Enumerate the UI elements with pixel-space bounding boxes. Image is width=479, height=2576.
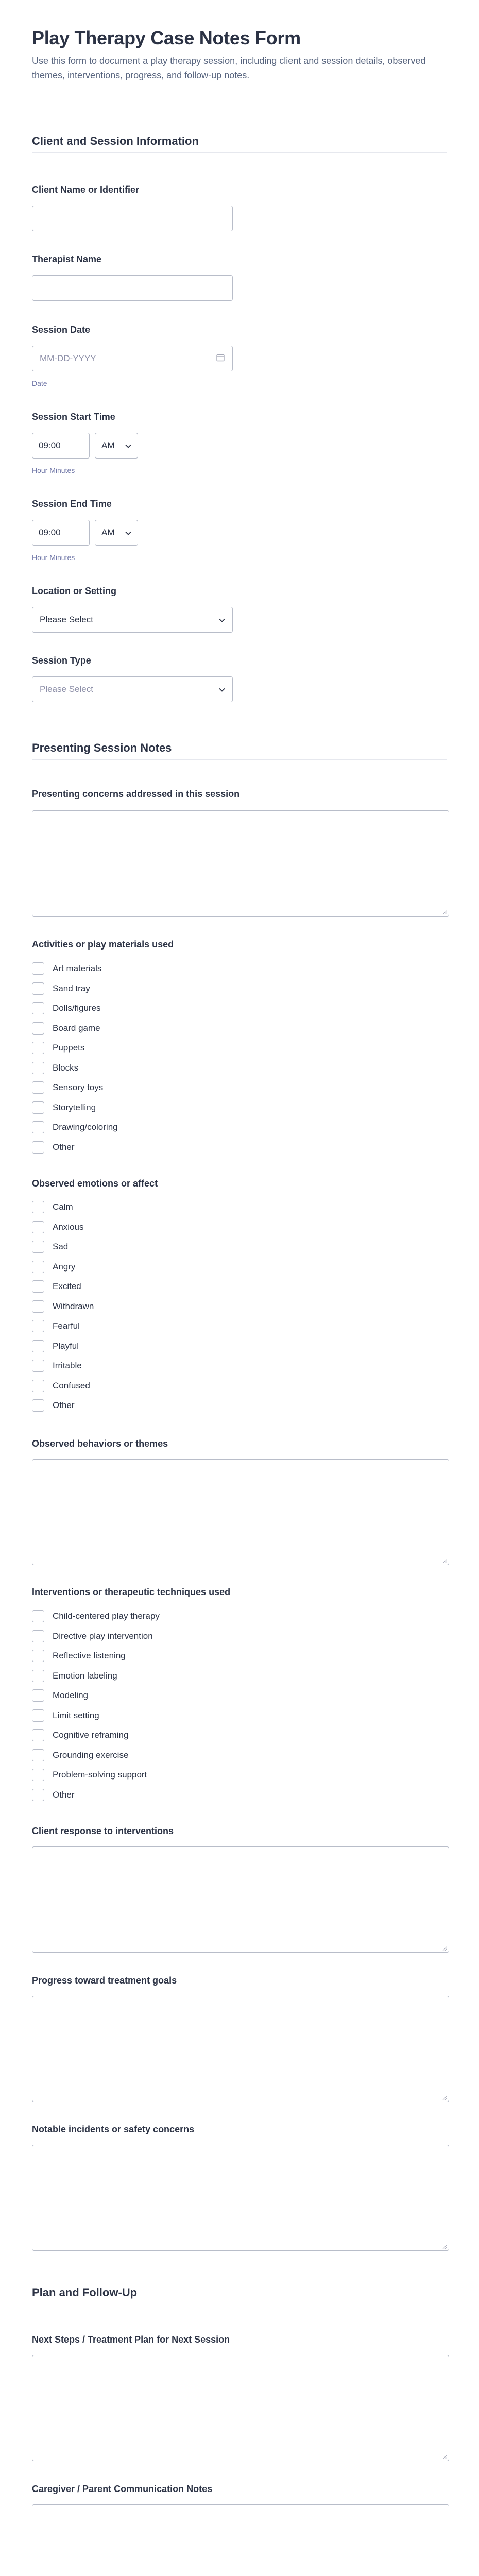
checkbox-label: Cognitive reframing xyxy=(53,1730,129,1740)
chevron-down-icon xyxy=(125,528,131,538)
checkbox-label: Puppets xyxy=(53,1043,85,1053)
checkbox-option[interactable] xyxy=(32,1197,94,1217)
checkbox[interactable] xyxy=(32,1062,44,1074)
emotions-checklist xyxy=(32,1197,94,1416)
progress-label: Progress toward treatment goals xyxy=(32,1975,177,1986)
checkbox-option[interactable] xyxy=(32,1058,118,1078)
session-date-sublabel: Date xyxy=(32,379,47,387)
end-time-label: Session End Time xyxy=(32,499,112,509)
checkbox-option[interactable] xyxy=(32,1745,160,1766)
checkbox[interactable] xyxy=(32,982,44,995)
resize-grip-icon[interactable] xyxy=(442,2454,447,2459)
client-name-label: Client Name or Identifier xyxy=(32,184,140,195)
checkbox-option[interactable] xyxy=(32,1336,94,1357)
checkbox-option[interactable] xyxy=(32,1297,94,1317)
start-time-sublabel: Hour Minutes xyxy=(32,466,75,474)
checkbox[interactable] xyxy=(32,1201,44,1213)
checkbox-label: Confused xyxy=(53,1380,90,1391)
chevron-down-icon xyxy=(219,615,225,625)
checkbox-label: Fearful xyxy=(53,1321,80,1331)
checkbox-option[interactable] xyxy=(32,1626,160,1647)
checkbox-option[interactable] xyxy=(32,1138,118,1158)
client-name-input[interactable] xyxy=(32,206,233,231)
session-type-placeholder: Please Select xyxy=(40,684,93,694)
checkbox-option[interactable] xyxy=(32,1785,160,1805)
section-divider xyxy=(32,152,447,153)
resize-grip-icon[interactable] xyxy=(442,2244,447,2249)
checkbox[interactable] xyxy=(32,1300,44,1313)
checkbox-option[interactable] xyxy=(32,1765,160,1785)
next-steps-label: Next Steps / Treatment Plan for Next Session xyxy=(32,2334,230,2345)
checkbox[interactable] xyxy=(32,1670,44,1682)
checkbox[interactable] xyxy=(32,1340,44,1352)
checkbox-option[interactable] xyxy=(32,1217,94,1238)
checkbox-option[interactable] xyxy=(32,1646,160,1666)
checkbox-label: Reflective listening xyxy=(53,1651,126,1661)
activities-label: Activities or play materials used xyxy=(32,939,174,950)
checkbox-option[interactable] xyxy=(32,1725,160,1745)
checkbox-label: Drawing/coloring xyxy=(53,1122,118,1132)
end-time-row xyxy=(32,520,138,546)
incidents-textarea[interactable] xyxy=(32,2145,449,2251)
progress-textarea[interactable] xyxy=(32,1996,449,2102)
behaviors-label: Observed behaviors or themes xyxy=(32,1438,168,1449)
checkbox[interactable] xyxy=(32,1630,44,1642)
checkbox[interactable] xyxy=(32,1399,44,1412)
section-title-client-info: Client and Session Information xyxy=(32,134,199,147)
checkbox-option[interactable] xyxy=(32,979,118,999)
start-time-input[interactable]: 09:00 xyxy=(32,433,90,459)
checkbox-option[interactable] xyxy=(32,1396,94,1416)
end-ampm-value: AM xyxy=(101,528,115,537)
checkbox[interactable] xyxy=(32,1081,44,1094)
end-ampm-select[interactable] xyxy=(95,520,138,546)
checkbox-label: Sad xyxy=(53,1242,69,1252)
client-response-label: Client response to interventions xyxy=(32,1826,174,1836)
session-date-label: Session Date xyxy=(32,325,91,335)
checkbox-option[interactable] xyxy=(32,1237,94,1257)
checkbox[interactable] xyxy=(32,1789,44,1801)
checkbox-option[interactable] xyxy=(32,1257,94,1277)
start-ampm-value: AM xyxy=(101,440,115,450)
checkbox[interactable] xyxy=(32,1042,44,1054)
checkbox-option[interactable] xyxy=(32,1376,94,1396)
interventions-label: Interventions or therapeutic techniques used xyxy=(32,1587,231,1597)
activities-checklist xyxy=(32,959,118,1157)
end-time-sublabel: Hour Minutes xyxy=(32,553,75,562)
checkbox-label: Other xyxy=(53,1400,75,1411)
caregiver-textarea[interactable] xyxy=(32,2504,449,2576)
checkbox[interactable] xyxy=(32,1280,44,1293)
checkbox-option[interactable] xyxy=(32,998,118,1019)
checkbox-option[interactable] xyxy=(32,1706,160,1726)
checkbox-label: Blocks xyxy=(53,1062,79,1073)
checkbox-option[interactable] xyxy=(32,1606,160,1626)
checkbox-option[interactable] xyxy=(32,1078,118,1098)
session-date-placeholder: MM-DD-YYYY xyxy=(40,353,96,363)
start-time-row xyxy=(32,433,138,459)
checkbox-label: Emotion labeling xyxy=(53,1670,117,1681)
checkbox[interactable] xyxy=(32,1121,44,1133)
emotions-label: Observed emotions or affect xyxy=(32,1178,158,1189)
location-selected: Please Select xyxy=(40,615,93,624)
presenting-concerns-textarea[interactable] xyxy=(32,810,449,917)
checkbox[interactable] xyxy=(32,1360,44,1372)
checkbox-label: Sensory toys xyxy=(53,1082,104,1093)
resize-grip-icon[interactable] xyxy=(442,1558,447,1563)
checkbox-option[interactable] xyxy=(32,959,118,979)
session-type-select[interactable] xyxy=(32,676,233,702)
section-title-presenting: Presenting Session Notes xyxy=(32,741,172,754)
checkbox-label: Other xyxy=(53,1789,75,1800)
checkbox-option[interactable] xyxy=(32,1117,118,1138)
interventions-checklist xyxy=(32,1606,160,1805)
location-select[interactable] xyxy=(32,607,233,633)
checkbox[interactable] xyxy=(32,1241,44,1253)
location-label: Location or Setting xyxy=(32,586,116,596)
checkbox-label: Grounding exercise xyxy=(53,1750,129,1760)
checkbox-label: Storytelling xyxy=(53,1102,96,1112)
checkbox[interactable] xyxy=(32,1769,44,1781)
start-time-label: Session Start Time xyxy=(32,412,115,422)
calendar-icon[interactable] xyxy=(216,353,225,365)
checkbox-label: Child-centered play therapy xyxy=(53,1611,160,1621)
section-divider xyxy=(32,759,447,760)
checkbox[interactable] xyxy=(32,1221,44,1233)
checkbox-label: Anxious xyxy=(53,1222,84,1232)
next-steps-textarea[interactable] xyxy=(32,2355,449,2461)
checkbox-label: Other xyxy=(53,1142,75,1152)
checkbox[interactable] xyxy=(32,962,44,975)
checkbox-option[interactable] xyxy=(32,1666,160,1686)
checkbox-label: Modeling xyxy=(53,1690,88,1701)
form-header xyxy=(0,0,479,90)
checkbox[interactable] xyxy=(32,1729,44,1741)
checkbox[interactable] xyxy=(32,1022,44,1035)
checkbox-option[interactable] xyxy=(32,1686,160,1706)
resize-grip-icon[interactable] xyxy=(442,2095,447,2100)
start-ampm-select[interactable] xyxy=(95,433,138,459)
chevron-down-icon xyxy=(125,440,131,451)
session-type-label: Session Type xyxy=(32,655,91,666)
caregiver-label: Caregiver / Parent Communication Notes xyxy=(32,2484,213,2494)
checkbox-label: Art materials xyxy=(53,963,102,974)
checkbox[interactable] xyxy=(32,1709,44,1722)
checkbox-label: Angry xyxy=(53,1261,76,1272)
checkbox-label: Irritable xyxy=(53,1361,82,1371)
checkbox[interactable] xyxy=(32,1261,44,1273)
form-subtitle: Use this form to document a play therapy session, including client and session details, observed themes, interventions, progress, and follow-up notes. xyxy=(32,56,426,80)
checkbox-option[interactable] xyxy=(32,1098,118,1118)
checkbox[interactable] xyxy=(32,1689,44,1702)
behaviors-textarea[interactable] xyxy=(32,1459,449,1565)
checkbox-label: Problem-solving support xyxy=(53,1770,147,1780)
checkbox[interactable] xyxy=(32,1101,44,1114)
checkbox-label: Dolls/figures xyxy=(53,1003,101,1013)
checkbox-option[interactable] xyxy=(32,1316,94,1336)
checkbox-label: Limit setting xyxy=(53,1710,99,1720)
incidents-label: Notable incidents or safety concerns xyxy=(32,2124,195,2134)
resize-grip-icon[interactable] xyxy=(442,909,447,914)
chevron-down-icon xyxy=(219,684,225,694)
form-title: Play Therapy Case Notes Form xyxy=(32,27,301,48)
checkbox-label: Board game xyxy=(53,1023,100,1033)
checkbox-label: Directive play intervention xyxy=(53,1631,153,1641)
checkbox-label: Calm xyxy=(53,1202,73,1212)
therapist-name-input[interactable] xyxy=(32,275,233,301)
session-date-input[interactable] xyxy=(32,346,233,371)
checkbox[interactable] xyxy=(32,1749,44,1761)
checkbox-option[interactable] xyxy=(32,1038,118,1058)
end-time-input[interactable]: 09:00 xyxy=(32,520,90,546)
checkbox-option[interactable] xyxy=(32,1277,94,1297)
checkbox[interactable] xyxy=(32,1650,44,1662)
section-title-plan: Plan and Follow-Up xyxy=(32,2286,138,2299)
checkbox[interactable] xyxy=(32,1141,44,1154)
checkbox-option[interactable] xyxy=(32,1356,94,1376)
checkbox[interactable] xyxy=(32,1610,44,1622)
checkbox[interactable] xyxy=(32,1320,44,1332)
checkbox-label: Withdrawn xyxy=(53,1301,94,1311)
resize-grip-icon[interactable] xyxy=(442,1945,447,1951)
checkbox[interactable] xyxy=(32,1002,44,1014)
checkbox-label: Excited xyxy=(53,1281,81,1292)
therapist-name-label: Therapist Name xyxy=(32,254,102,264)
checkbox[interactable] xyxy=(32,1380,44,1392)
checkbox-option[interactable] xyxy=(32,1019,118,1039)
checkbox-label: Playful xyxy=(53,1341,79,1351)
presenting-concerns-label: Presenting concerns addressed in this session xyxy=(32,789,240,799)
client-response-textarea[interactable] xyxy=(32,1846,449,1953)
checkbox-label: Sand tray xyxy=(53,983,90,993)
